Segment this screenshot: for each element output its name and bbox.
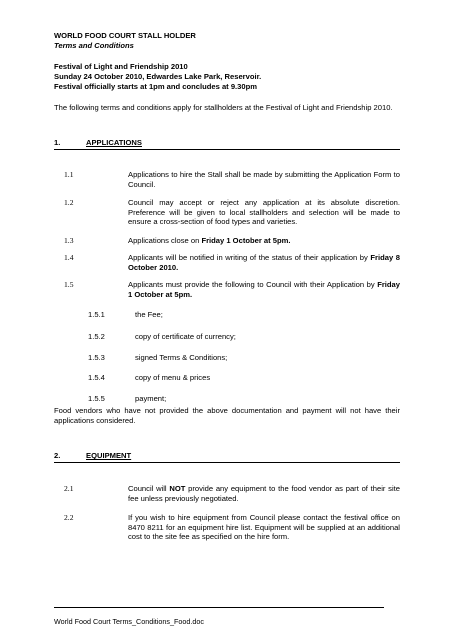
subclause-1-5-3 [88,353,388,363]
clause-1-3 [54,236,400,246]
subclause-text: signed Terms & Conditions; [135,353,228,362]
subclause-1-5-5 [88,394,388,404]
event-date-location: Sunday 24 October 2010, Edwardes Lake Park, Reservoir. [54,72,262,81]
clause-number: 1.5 [64,280,74,289]
clause-number: 1.3 [64,236,74,245]
clause-deadline: Friday 1 October at 5pm. [201,236,291,245]
section-heading-applications [54,138,400,148]
clause-number: 1.1 [64,170,74,179]
clause-text-regular: Applications close on [128,236,202,245]
subclause-number: 1.5.3 [88,353,105,362]
section-title: APPLICATIONS [86,138,142,147]
intro-paragraph: The following terms and conditions apply for stallholders at the Festival of Light and Friendship 2010. [54,103,393,112]
applications-note: Food vendors who have not provided the above documentation and payment will not have their applications considered. [54,406,400,425]
clause-text [128,236,400,246]
clause-text: Applications to hire the Stall shall be made by submitting the Application Form to Council. [128,170,400,189]
clause-number: 1.2 [64,198,74,207]
clause-text-regular: Applicants must provide the following to Council with their Application by [128,280,378,289]
event-times: Festival officially starts at 1pm and concludes at 9.30pm [54,82,257,91]
clause-1-5 [54,280,400,299]
clause-1-1 [54,170,400,189]
clause-text [128,484,400,503]
subclause-1-5-1 [88,310,388,320]
clause-text: If you wish to hire equipment from Council please contact the festival office on 8470 8211 for an equipment hire list. Equipment will be supplied at an additional cost to the site fee as specified on the hire form. [128,513,400,542]
subclause-number: 1.5.2 [88,332,105,341]
clause-text-regular: Applicants will be notified in writing of the status of their application by [128,253,371,262]
clause-text: Council may accept or reject any application at its absolute discretion. Preference will be given to local stallholders and selection will be made to ensure a cross-section of food types and varieties. [128,198,400,227]
clause-text [128,253,400,272]
clause-number: 2.2 [64,513,74,522]
clause-text [128,280,400,299]
subclause-text: payment; [135,394,167,403]
subclause-text: copy of menu & prices [135,373,211,382]
clause-number: 2.1 [64,484,74,493]
section-rule [54,462,400,463]
event-name: Festival of Light and Friendship 2010 [54,62,188,71]
clause-1-2 [54,198,400,227]
clause-text-regular: Council will [128,484,170,493]
clause-1-4 [54,253,400,272]
document-title: WORLD FOOD COURT STALL HOLDER [54,31,196,40]
section-title: EQUIPMENT [86,451,132,460]
subclause-number: 1.5.1 [88,310,105,319]
section-number: 2. [54,451,61,460]
subclause-1-5-2 [88,332,388,342]
subclause-number: 1.5.4 [88,373,105,382]
section-number: 1. [54,138,61,147]
clause-deadline: Friday 8 October 2010. [128,253,400,272]
clause-emphasis: NOT [169,484,186,493]
clause-text-regular: provide any equipment to the food vendor as part of their site fee unless previously negotiated. [128,484,400,503]
footer-rule [54,607,384,608]
footer-filename: World Food Court Terms_Conditions_Food.doc [54,617,204,626]
subclause-text: the Fee; [135,310,163,319]
subclause-1-5-4 [88,373,388,383]
clause-2-2 [54,513,400,542]
subclause-number: 1.5.5 [88,394,105,403]
section-rule [54,149,400,150]
document-subtitle: Terms and Conditions [54,41,134,50]
section-heading-equipment [54,451,400,461]
subclause-text: copy of certificate of currency; [135,332,236,341]
clause-2-1 [54,484,400,503]
clause-deadline: Friday 1 October at 5pm. [128,280,400,299]
clause-number: 1.4 [64,253,74,262]
